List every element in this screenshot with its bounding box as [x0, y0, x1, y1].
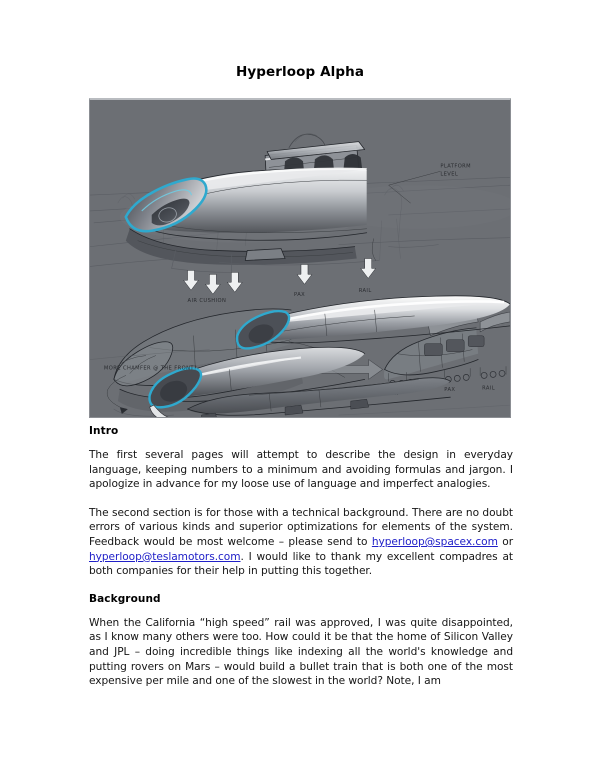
document-body — [89, 425, 513, 703]
page-title: Hyperloop Alpha — [235, 64, 365, 80]
section-heading-background: Background — [89, 592, 161, 605]
email-link-spacex[interactable]: hyperloop@spacex.com — [371, 535, 498, 548]
annotation-rail: RAIL — [358, 288, 372, 295]
annotation-air-cushion: AIR CUSHION — [187, 298, 227, 305]
paragraph-intro-2-part-1: The second section is for those with a technical background. There are no doubt errors of various kinds and superior optimizations for elements of the system. Feedback would be most welcome – please send to — [89, 506, 513, 548]
annotation-detail-c: RAIL — [482, 385, 496, 392]
sketch-svg — [90, 100, 510, 417]
paragraph-background-1: When the California “high speed” rail was approved, I was quite disappointed, as I know many others were too. How could it be that the home of Silicon Valley and JPL – doing incredible things like indexing all the world's knowledge and putting rovers on Mars – would build a bullet train that is both one of the most expensive per mile and one of the slowest in the world? Note, I am — [89, 616, 513, 688]
hyperloop-capsule-concept-sketch — [89, 98, 511, 418]
annotation-platform-level: PLATFORM — [440, 163, 472, 170]
annotation-more-chamfer: MORE CHAMFER @ THE FRONT? — [103, 365, 198, 372]
annotation-pax: PAX — [294, 292, 306, 299]
paragraph-intro-1: The first several pages will attempt to describe the design in everyday language, keeping numbers to a minimum and avoiding formulas and jargon. I apologize in advance for my loose use of language and imperfect analogies. — [89, 449, 513, 491]
email-link-teslamotors[interactable]: hyperloop@teslamotors.com — [89, 550, 241, 563]
paragraph-intro-2-part-5: . I would like to thank my excellent compadres at both companies for their help in putting this together. — [89, 550, 513, 578]
paragraph-intro-2-part-3: or — [497, 535, 513, 548]
section-heading-intro: Intro — [89, 425, 119, 437]
annotation-platform-level-line2: LEVEL — [440, 171, 459, 178]
annotation-detail-b: PAX — [444, 387, 456, 394]
paragraph-intro-2 — [89, 506, 513, 579]
